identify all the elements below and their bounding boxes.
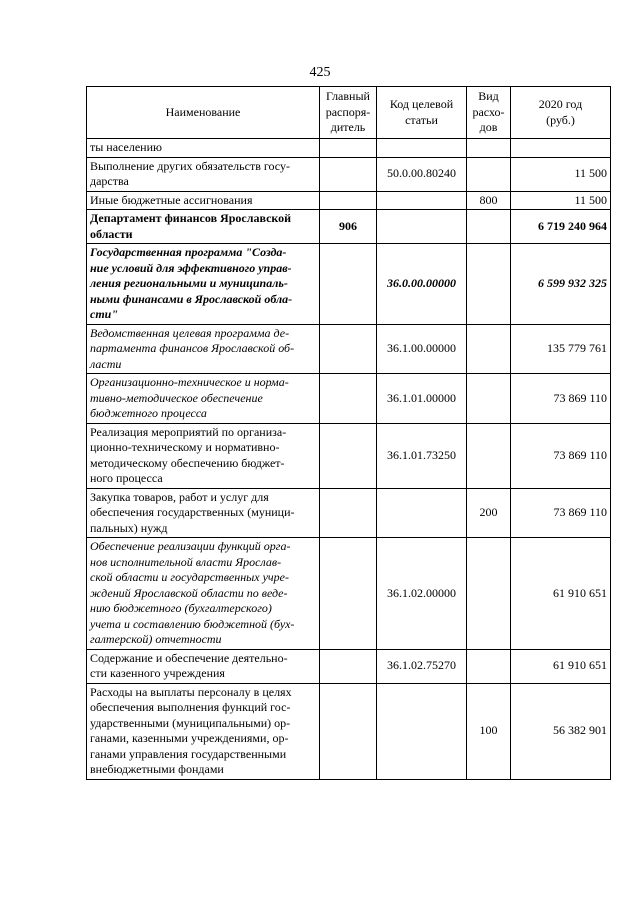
row-sum: 6 719 240 964: [511, 210, 611, 244]
row-name-line: ными финансами в Ярославской обла-: [90, 291, 293, 306]
row-name-line: Департамент финансов Ярославской: [90, 211, 292, 225]
row-glav: [320, 157, 377, 191]
row-kod: 36.1.01.00000: [377, 374, 467, 424]
row-name-line: ты населению: [90, 140, 162, 154]
row-name: [87, 324, 320, 374]
table-row: [87, 191, 611, 210]
row-sum: 56 382 901: [511, 683, 611, 779]
row-name: [87, 210, 320, 244]
row-name: [87, 139, 320, 158]
header-kod: Код целевой статьи: [377, 87, 467, 139]
row-glav: [320, 538, 377, 650]
row-sum: 61 910 651: [511, 538, 611, 650]
row-name-line: Выполнение других обязательств госу-: [90, 158, 290, 173]
row-glav: 906: [320, 210, 377, 244]
table-row: [87, 157, 611, 191]
row-sum: 73 869 110: [511, 374, 611, 424]
table-row: [87, 649, 611, 683]
row-vid: 800: [467, 191, 511, 210]
row-sum: 11 500: [511, 191, 611, 210]
row-vid: [467, 139, 511, 158]
row-vid: [467, 244, 511, 325]
row-vid: [467, 374, 511, 424]
row-kod: [377, 488, 467, 538]
row-name-line: сти казенного учреждения: [90, 666, 225, 680]
row-glav: [320, 374, 377, 424]
row-kod: 36.1.02.75270: [377, 649, 467, 683]
row-name-line: Реализация мероприятий по организа-: [90, 424, 287, 439]
row-kod: 36.0.00.00000: [377, 244, 467, 325]
row-vid: [467, 157, 511, 191]
row-name-line: галтерской) отчетности: [90, 632, 222, 646]
row-glav: [320, 244, 377, 325]
row-name: [87, 244, 320, 325]
row-name-line: Содержание и обеспечение деятельно-: [90, 650, 288, 665]
row-sum: [511, 139, 611, 158]
row-name: [87, 191, 320, 210]
row-name-line: Ведомственная целевая программа де-: [90, 325, 290, 340]
table-row: [87, 488, 611, 538]
row-name-line: Государственная программа "Созда-: [90, 245, 287, 259]
header-sum: 2020 год (руб.): [511, 87, 611, 139]
table-row: [87, 538, 611, 650]
row-name-line: тивно-методическое обеспечение: [90, 390, 263, 405]
row-name-line: учета и составлению бюджетной (бух-: [90, 616, 295, 631]
row-glav: [320, 191, 377, 210]
row-kod: 36.1.01.73250: [377, 423, 467, 488]
row-name: [87, 488, 320, 538]
row-name: [87, 374, 320, 424]
row-name-line: нов исполнительной власти Ярослав-: [90, 554, 282, 569]
row-kod: [377, 191, 467, 210]
row-name-line: Организационно-техническое и норма-: [90, 375, 289, 389]
row-name-line: области: [90, 226, 133, 241]
row-glav: [320, 139, 377, 158]
row-kod: 50.0.00.80240: [377, 157, 467, 191]
row-glav: [320, 683, 377, 779]
row-name-line: ционно-техническому и нормативно-: [90, 440, 280, 454]
row-name-line: пальных) нужд: [90, 520, 168, 535]
row-name: [87, 649, 320, 683]
row-vid: [467, 423, 511, 488]
row-kod: 36.1.00.00000: [377, 324, 467, 374]
row-name-line: Закупка товаров, работ и услуг для: [90, 489, 269, 504]
row-name-line: бюджетного процесса: [90, 406, 207, 420]
table-row: [87, 374, 611, 424]
row-vid: [467, 649, 511, 683]
row-name-line: методическому обеспечению бюджет-: [90, 455, 285, 470]
row-vid: 200: [467, 488, 511, 538]
row-name-line: ние условий для эффективного управ-: [90, 260, 292, 275]
row-name-line: сти": [90, 307, 118, 321]
row-name-line: партамента финансов Ярославской об-: [90, 341, 295, 355]
row-vid: [467, 324, 511, 374]
row-name-line: ласти: [90, 356, 122, 371]
row-vid: [467, 538, 511, 650]
header-row: [87, 87, 611, 139]
row-sum: 73 869 110: [511, 488, 611, 538]
row-sum: 135 779 761: [511, 324, 611, 374]
table-row: [87, 683, 611, 779]
row-glav: [320, 649, 377, 683]
row-name-line: внебюджетными фондами: [90, 762, 224, 776]
row-sum: 6 599 932 325: [511, 244, 611, 325]
row-vid: [467, 210, 511, 244]
row-name: [87, 538, 320, 650]
table-row: [87, 210, 611, 244]
table-row: [87, 324, 611, 374]
row-name: [87, 423, 320, 488]
row-name-line: ударственными (муниципальными) ор-: [90, 715, 291, 730]
row-vid: 100: [467, 683, 511, 779]
table-body: [87, 139, 611, 780]
row-sum: 11 500: [511, 157, 611, 191]
table-header: [87, 87, 611, 139]
row-glav: [320, 324, 377, 374]
table-row: [87, 139, 611, 158]
row-kod: [377, 139, 467, 158]
row-glav: [320, 423, 377, 488]
row-name-line: Иные бюджетные ассигнования: [90, 192, 253, 207]
row-name-line: дарства: [90, 174, 129, 188]
header-glav: Главный распоря- дитель: [320, 87, 377, 139]
row-name-line: обеспечения государственных (муници-: [90, 505, 295, 519]
row-glav: [320, 488, 377, 538]
row-name-line: Расходы на выплаты персоналу в целях: [90, 684, 292, 699]
row-kod: [377, 210, 467, 244]
header-vid: Вид расхо- дов: [467, 87, 511, 139]
row-name-line: ления региональными и муниципаль-: [90, 276, 288, 290]
table-row: [87, 423, 611, 488]
row-name: [87, 683, 320, 779]
row-name-line: ного процесса: [90, 471, 163, 485]
header-name: Наименование: [87, 87, 320, 139]
row-name-line: нию бюджетного (бухгалтерского): [90, 601, 272, 615]
row-name: [87, 157, 320, 191]
row-kod: [377, 683, 467, 779]
row-name-line: обеспечения выполнения функций гос-: [90, 700, 291, 714]
row-name-line: ской области и государственных учре-: [90, 570, 289, 584]
row-name-line: ганами управления государственными: [90, 746, 287, 761]
row-name-line: ганами, казенными учреждениями, ор-: [90, 731, 289, 745]
row-sum: 73 869 110: [511, 423, 611, 488]
budget-table: [86, 86, 611, 780]
row-sum: 61 910 651: [511, 649, 611, 683]
row-name-line: Обеспечение реализации функций орга-: [90, 539, 291, 553]
row-name-line: ждений Ярославской области по веде-: [90, 585, 288, 600]
row-kod: 36.1.02.00000: [377, 538, 467, 650]
page-number: 425: [309, 65, 331, 80]
table-row: [87, 244, 611, 325]
